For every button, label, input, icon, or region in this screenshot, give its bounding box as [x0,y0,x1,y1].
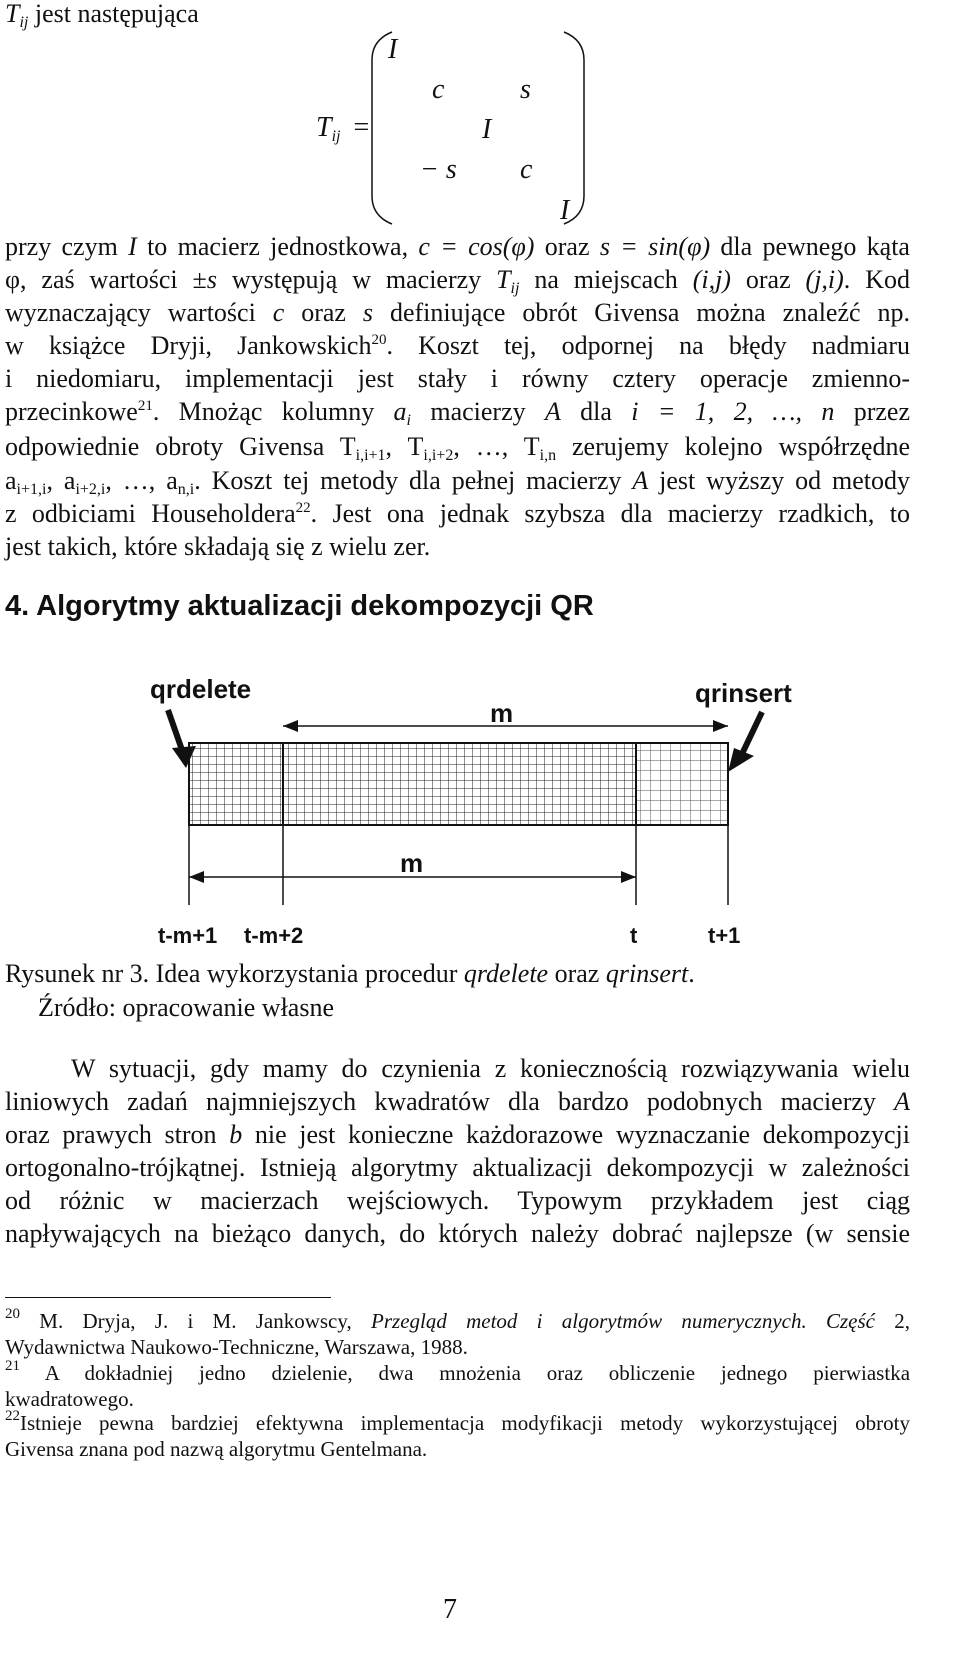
p2-line-1: W sytuacji, gdy mamy do czynienia z koniecznością rozwiązywania wielu [71,1054,910,1083]
p1-line-7: odpowiednie obroty Givensa $T_{i,i+1}$, $T_{i,i+2}$, …, $T_{i,n}$ zerujemy kolejno współrzędne [5,432,911,464]
p2-line-3: oraz prawych stron b nie jest konieczne każdorazowe wyznaczanie dekompozycji [5,1120,910,1149]
footnote-21-line-1: $^{21}$ A dokładniej jedno dzielenie, dwa mnożenia oraz obliczenie jednego pierwiastka [5,1358,911,1385]
tick-label-t: t [630,923,638,948]
matrix-entry-i3: I [560,195,570,226]
qr-update-figure [0,660,960,960]
footnote-num-21: 21 [5,1358,20,1374]
qrinsert-label: qrinsert [695,678,792,708]
p1-line-6: przecinkowe$^{21}$. Mnożąc kolumny $a_i$ macierzy A dla i = 1, 2, …, n przez [5,397,911,429]
p2-line-2: liniowych zadań najmniejszych kwadratów dla bardzo podobnych macierzy A [5,1087,910,1116]
p1-line-2: φ, zaś wartości ±s występują w macierzy $T_{ij}$ na miejscach (i,j) oraz (j,i). Kod [5,265,910,297]
matrix-brackets [0,0,960,240]
matrix-entry-minus-s: − s [420,154,457,185]
tick-label-t-m-plus-2: t-m+2 [244,923,304,948]
footnote-separator [5,1297,331,1298]
caption-term-qrdelete: qrdelete [463,959,549,988]
matrix-entry-s1: s [520,74,531,105]
tick-label-t-m-plus-1: t-m+1 [158,923,218,948]
footnote-22-line-1: $^{22}$Istnieje pewna bardziej efektywna implementacja modyfikacji metody wykorzystującej obroty [5,1408,910,1435]
footnote-ref-22: 22 [295,500,311,516]
matrix-lhs-sub: ij [331,128,341,145]
p1-line-1: przy czym I to macierz jednostkowa, c = cos(φ) oraz s = sin(φ) dla pewnego kąta [5,232,910,261]
footnote-num-20: 20 [5,1306,20,1322]
bar-left-block [189,743,283,825]
p2-line-6: napływających na bieżąco danych, do których należy dobrać najlepsze (w sensie [5,1219,910,1248]
matrix-entry-i1: I [388,34,398,65]
figure-source: Źródło: opracowanie własne [38,993,335,1022]
bottom-m-label: m [400,848,424,878]
footnote-20-line-1: $^{20}$ M. Dryja, J. i M. Jankowscy, Przegląd metod i algorytmów numerycznych. Część 2, [5,1306,910,1333]
matrix-entry-i2: I [482,114,492,145]
t-symbol: T [5,0,20,28]
bar-right-block [636,743,728,825]
footnote-num-22: 22 [5,1408,20,1424]
qrinsert-arrow [728,712,762,772]
footnote-21-line-2: kwadratowego. [5,1387,134,1411]
figure-caption: Rysunek nr 3. Idea wykorzystania procedur qrdelete oraz qrinsert. [5,959,695,988]
p2-line-4: ortogonalno-trójkątnej. Istnieją algorytmy aktualizacji dekompozycji w zależności [5,1153,910,1182]
t-subscript: ij [19,14,29,31]
matrix-lhs-t: T [316,112,332,143]
tick-label-t-plus-1: t+1 [708,923,741,948]
top-m-arrow-left [283,720,298,732]
section-heading: 4. Algorytmy aktualizacji dekompozycji QR [5,590,594,622]
qrdelete-label: qrdelete [150,674,252,704]
top-m-label: m [490,698,514,728]
p1-line-5: i niedomiaru, implementacji jest stały i równy cztery operacje zmienno- [5,364,910,393]
footnote-ref-21: 21 [137,398,153,414]
p1-line-9: z odbiciami Householdera$^{22}$. Jest ona jednak szybsza dla macierzy rzadkich, to [5,499,910,528]
p1-line-3: wyznaczający wartości c oraz s definiujące obrót Givensa można znaleźć np. [5,298,910,327]
p1-line-4: w książce Dryji, Jankowskich$^{20}$. Koszt tej, odpornej na błędy nadmiaru [5,331,910,360]
footnote-20-line-2: Wydawnictwa Naukowo-Techniczne, Warszawa, 1988. [5,1335,468,1359]
caption-term-qrinsert: qrinsert [605,959,689,988]
footnote-22-line-2: Givensa znana pod nazwą algorytmu Gentelmana. [5,1437,428,1461]
bar-middle-block [283,743,636,825]
p1-line-10: jest takich, które składają się z wielu zer. [5,532,431,561]
intro-text: jest następująca [34,0,199,28]
p2-line-5: od różnic w macierzach wejściowych. Typowym przykładem jest ciąg [5,1186,910,1215]
givens-matrix-equation [0,0,960,240]
matrix-entry-c2: c [520,154,533,185]
matrix-entry-c1: c [432,74,445,105]
footnote-ref-20: 20 [371,332,387,348]
p1-line-8: $a_{i+1,i}$, $a_{i+2,i}$, …, $a_{n,i}$. Koszt tej metody dla pełnej macierzy A jest wyższy od metody [5,466,910,498]
page-number: 7 [443,1594,457,1625]
equals-sign: = [353,112,370,143]
